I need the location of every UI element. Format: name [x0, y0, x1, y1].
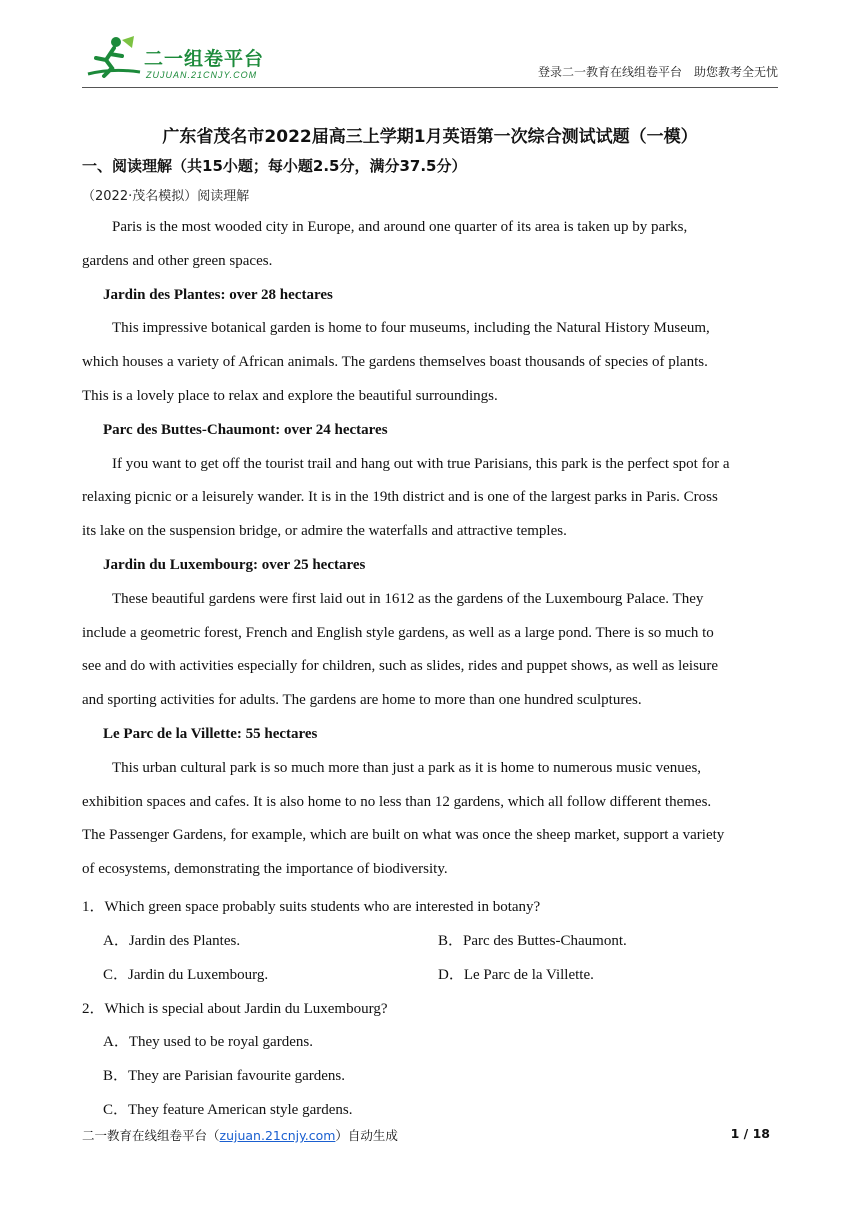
footer-suffix: ）自动生成 — [335, 1128, 398, 1143]
answer-option[interactable]: A．Jardin des Plantes. — [103, 933, 241, 949]
question-stem: 2．Which is special about Jardin du Luxembourg? — [82, 1001, 388, 1017]
footer-link[interactable]: zujuan.21cnjy.com — [219, 1128, 336, 1143]
page-footer — [82, 1126, 398, 1144]
park-heading: Parc des Buttes-Chaumont: over 24 hectares — [103, 422, 388, 438]
park-heading: Jardin des Plantes: over 28 hectares — [103, 287, 333, 303]
passage-line: its lake on the suspension bridge, or admire the waterfalls and attractive temples. — [82, 523, 567, 539]
logo-name: 二一组卷平台 — [144, 48, 265, 70]
passage-line: gardens and other green spaces. — [82, 253, 273, 269]
passage-line: The Passenger Gardens, for example, which are built on what was once the sheep market, support a variety — [82, 827, 725, 843]
passage-line: of ecosystems, demonstrating the importance of biodiversity. — [82, 861, 448, 877]
question-source: （2022·茂名模拟）阅读理解 — [82, 189, 250, 204]
page-title: 广东省茂名市2022届高三上学期1月英语第一次综合测试试题（一模） — [162, 127, 698, 147]
runner-logo-icon — [82, 34, 142, 82]
answer-option[interactable]: B．Parc des Buttes-Chaumont. — [438, 933, 627, 949]
question-stem: 1．Which green space probably suits students who are interested in botany? — [82, 899, 541, 915]
section-heading: 一、阅读理解（共15小题；每小题2.5分，满分37.5分） — [82, 157, 467, 175]
site-logo[interactable] — [82, 34, 282, 82]
passage-line: see and do with activities especially for children, such as slides, rides and puppet shows, as well as leisure — [82, 658, 719, 674]
answer-option[interactable]: D．Le Parc de la Villette. — [438, 967, 594, 983]
passage-line: which houses a variety of African animals. The gardens themselves boast thousands of species of plants. — [82, 354, 708, 370]
park-heading: Le Parc de la Villette: 55 hectares — [103, 726, 318, 742]
page-number: 1 / 18 — [730, 1126, 770, 1141]
answer-option[interactable]: B．They are Parisian favourite gardens. — [103, 1068, 345, 1084]
answer-option[interactable]: C．They feature American style gardens. — [103, 1102, 353, 1118]
passage-line: If you want to get off the tourist trail and hang out with true Parisians, this park is the perfect spot for a — [112, 456, 730, 472]
passage-line: Paris is the most wooded city in Europe, and around one quarter of its area is taken up by parks, — [112, 219, 688, 235]
header-tagline: 登录二一教育在线组卷平台 助您教考全无忧 — [537, 65, 778, 79]
park-heading: Jardin du Luxembourg: over 25 hectares — [103, 557, 366, 573]
passage-line: This impressive botanical garden is home to four museums, including the Natural History Museum, — [112, 320, 710, 336]
passage-line: and sporting activities for adults. The gardens are home to more than one hundred sculptures. — [82, 692, 642, 708]
passage-line: This is a lovely place to relax and explore the beautiful surroundings. — [82, 388, 498, 404]
footer-prefix: 二一教育在线组卷平台（ — [82, 1128, 220, 1143]
passage-line: include a geometric forest, French and English style gardens, as well as a large pond. There is so much to — [82, 625, 714, 641]
passage-line: exhibition spaces and cafes. It is also home to no less than 12 gardens, which all follow different themes. — [82, 794, 712, 810]
passage-line: This urban cultural park is so much more than just a park as it is home to numerous music venues, — [112, 760, 702, 776]
passage-line: relaxing picnic or a leisurely wander. It is in the 19th district and is one of the largest parks in Paris. Cross — [82, 489, 718, 505]
logo-url: ZUJUAN.21CNJY.COM — [146, 70, 258, 80]
passage-line: These beautiful gardens were first laid out in 1612 as the gardens of the Luxembourg Palace. They — [112, 591, 704, 607]
answer-option[interactable]: C．Jardin du Luxembourg. — [103, 967, 269, 983]
header-divider — [82, 87, 778, 88]
answer-option[interactable]: A．They used to be royal gardens. — [103, 1034, 313, 1050]
page-header — [82, 30, 778, 86]
